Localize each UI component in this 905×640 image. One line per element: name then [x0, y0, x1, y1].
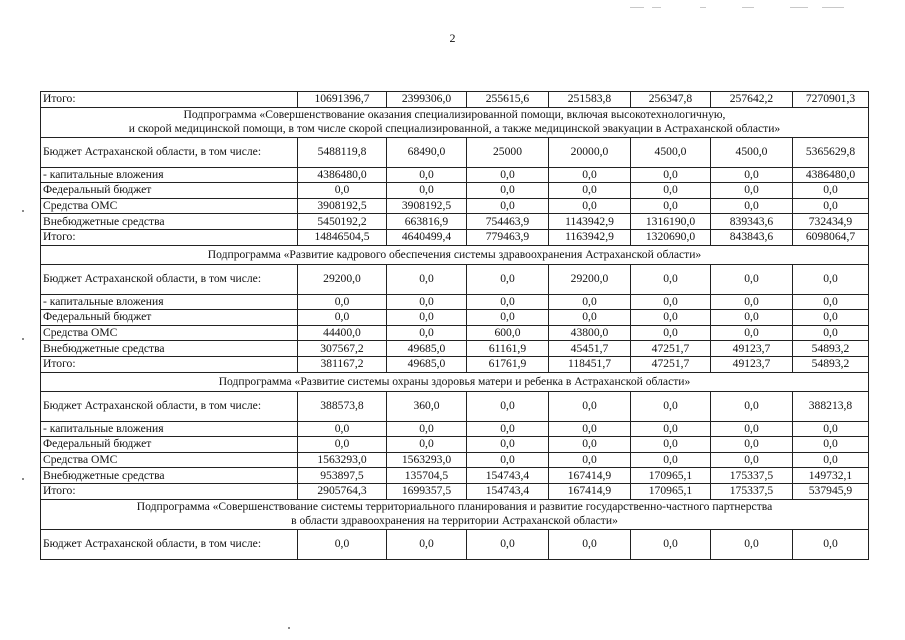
value-cell: 839343,6: [711, 214, 793, 230]
row-label: Средства ОМС: [41, 325, 298, 341]
table-row: [41, 391, 869, 421]
value-cell: 600,0: [467, 325, 549, 341]
value-cell: 0,0: [467, 183, 549, 199]
value-cell: 0,0: [631, 421, 711, 437]
value-cell: 0,0: [298, 529, 387, 559]
value-cell: 0,0: [711, 310, 793, 326]
value-cell: 0,0: [549, 294, 631, 310]
value-cell: 0,0: [711, 264, 793, 294]
row-label: Федеральный бюджет: [41, 437, 298, 453]
subprogram-title: Подпрограмма «Развитие системы охраны здоровья матери и ребенка в Астраханской области»: [41, 372, 869, 391]
value-cell: 54893,2: [793, 356, 869, 372]
value-cell: 49685,0: [387, 341, 467, 357]
value-cell: 1563293,0: [298, 452, 387, 468]
subprogram-header-row: [41, 372, 869, 391]
value-cell: 0,0: [549, 421, 631, 437]
value-cell: 49123,7: [711, 356, 793, 372]
scan-artifact: [790, 7, 808, 8]
value-cell: 0,0: [631, 167, 711, 183]
subprogram-title: Подпрограмма «Совершенствование системы территориального планирования и развитие государственно-частного партнерства в области здравоохранения на территории Астраханской области»: [41, 499, 869, 529]
value-cell: 0,0: [793, 529, 869, 559]
row-label: Бюджет Астраханской области, в том числе:: [41, 529, 298, 559]
value-cell: 61761,9: [467, 356, 549, 372]
value-cell: 154743,4: [467, 468, 549, 484]
value-cell: 732434,9: [793, 214, 869, 230]
value-cell: 61161,9: [467, 341, 549, 357]
value-cell: 0,0: [467, 391, 549, 421]
row-label: Внебюджетные средства: [41, 214, 298, 230]
scan-artifact: [742, 7, 754, 8]
value-cell: 0,0: [549, 437, 631, 453]
value-cell: 0,0: [711, 294, 793, 310]
value-cell: 10691396,7: [298, 92, 387, 108]
row-label: Средства ОМС: [41, 198, 298, 214]
value-cell: 14846504,5: [298, 229, 387, 245]
table-row: [41, 167, 869, 183]
value-cell: 29200,0: [298, 264, 387, 294]
value-cell: 4386480,0: [298, 167, 387, 183]
table-row: [41, 264, 869, 294]
value-cell: 154743,4: [467, 483, 549, 499]
table-row: [41, 529, 869, 559]
row-label: Итого:: [41, 483, 298, 499]
row-label: Федеральный бюджет: [41, 310, 298, 326]
subprogram-header-row: [41, 107, 869, 137]
value-cell: 1316190,0: [631, 214, 711, 230]
value-cell: 0,0: [549, 529, 631, 559]
table-row: [41, 137, 869, 167]
value-cell: 0,0: [298, 294, 387, 310]
row-label: - капитальные вложения: [41, 167, 298, 183]
value-cell: 0,0: [467, 264, 549, 294]
value-cell: 20000,0: [549, 137, 631, 167]
value-cell: 0,0: [631, 264, 711, 294]
value-cell: 47251,7: [631, 356, 711, 372]
value-cell: 0,0: [387, 529, 467, 559]
value-cell: 135704,5: [387, 468, 467, 484]
value-cell: 0,0: [387, 264, 467, 294]
value-cell: 1163942,9: [549, 229, 631, 245]
value-cell: 0,0: [631, 437, 711, 453]
value-cell: 0,0: [711, 198, 793, 214]
value-cell: 0,0: [467, 167, 549, 183]
value-cell: 0,0: [631, 310, 711, 326]
value-cell: 6098064,7: [793, 229, 869, 245]
scan-dot: [288, 627, 290, 629]
table-row: [41, 198, 869, 214]
value-cell: 0,0: [793, 452, 869, 468]
value-cell: 0,0: [467, 310, 549, 326]
scan-artifact: [822, 7, 844, 8]
value-cell: 0,0: [793, 294, 869, 310]
value-cell: 0,0: [549, 198, 631, 214]
table-row: [41, 183, 869, 199]
row-label: Внебюджетные средства: [41, 468, 298, 484]
value-cell: 54893,2: [793, 341, 869, 357]
budget-table: [40, 91, 869, 560]
value-cell: 0,0: [467, 452, 549, 468]
value-cell: 45451,7: [549, 341, 631, 357]
table-row: [41, 437, 869, 453]
value-cell: 49685,0: [387, 356, 467, 372]
value-cell: 44400,0: [298, 325, 387, 341]
value-cell: 170965,1: [631, 483, 711, 499]
value-cell: 754463,9: [467, 214, 549, 230]
value-cell: 0,0: [793, 325, 869, 341]
value-cell: 0,0: [298, 183, 387, 199]
value-cell: 5488119,8: [298, 137, 387, 167]
row-label: Федеральный бюджет: [41, 183, 298, 199]
scan-artifact: [652, 7, 661, 8]
value-cell: 0,0: [298, 437, 387, 453]
table-row: [41, 325, 869, 341]
row-label: Бюджет Астраханской области, в том числе:: [41, 264, 298, 294]
value-cell: 1143942,9: [549, 214, 631, 230]
value-cell: 0,0: [711, 529, 793, 559]
value-cell: 2905764,3: [298, 483, 387, 499]
value-cell: 0,0: [711, 421, 793, 437]
value-cell: 0,0: [793, 437, 869, 453]
value-cell: 25000: [467, 137, 549, 167]
value-cell: 257642,2: [711, 92, 793, 108]
row-label: Средства ОМС: [41, 452, 298, 468]
value-cell: 0,0: [387, 167, 467, 183]
value-cell: 251583,8: [549, 92, 631, 108]
value-cell: 0,0: [467, 198, 549, 214]
table-row: [41, 468, 869, 484]
value-cell: 779463,9: [467, 229, 549, 245]
value-cell: 0,0: [631, 198, 711, 214]
value-cell: 0,0: [387, 421, 467, 437]
value-cell: 0,0: [387, 310, 467, 326]
row-label: Внебюджетные средства: [41, 341, 298, 357]
value-cell: 68490,0: [387, 137, 467, 167]
value-cell: 1563293,0: [387, 452, 467, 468]
row-label: - капитальные вложения: [41, 294, 298, 310]
value-cell: 0,0: [549, 310, 631, 326]
value-cell: 29200,0: [549, 264, 631, 294]
value-cell: 175337,5: [711, 468, 793, 484]
value-cell: 4386480,0: [793, 167, 869, 183]
value-cell: 4500,0: [711, 137, 793, 167]
value-cell: 360,0: [387, 391, 467, 421]
total-row: [41, 356, 869, 372]
value-cell: 0,0: [387, 183, 467, 199]
value-cell: 0,0: [793, 198, 869, 214]
total-row: [41, 483, 869, 499]
value-cell: 0,0: [711, 183, 793, 199]
subprogram-header-row: [41, 499, 869, 529]
value-cell: 149732,1: [793, 468, 869, 484]
value-cell: 0,0: [711, 437, 793, 453]
value-cell: 5450192,2: [298, 214, 387, 230]
value-cell: 843843,6: [711, 229, 793, 245]
value-cell: 1699357,5: [387, 483, 467, 499]
value-cell: 0,0: [793, 183, 869, 199]
value-cell: 0,0: [549, 167, 631, 183]
value-cell: 167414,9: [549, 468, 631, 484]
value-cell: 170965,1: [631, 468, 711, 484]
table-row: [41, 452, 869, 468]
value-cell: 47251,7: [631, 341, 711, 357]
value-cell: 49123,7: [711, 341, 793, 357]
value-cell: 0,0: [549, 391, 631, 421]
value-cell: 0,0: [631, 391, 711, 421]
scan-artifact: [630, 7, 644, 8]
value-cell: 0,0: [467, 294, 549, 310]
value-cell: 0,0: [387, 294, 467, 310]
total-row: [41, 229, 869, 245]
value-cell: 0,0: [711, 167, 793, 183]
value-cell: 388573,8: [298, 391, 387, 421]
row-label: Итого:: [41, 356, 298, 372]
value-cell: 0,0: [631, 294, 711, 310]
value-cell: 0,0: [549, 452, 631, 468]
value-cell: 3908192,5: [387, 198, 467, 214]
value-cell: 0,0: [631, 183, 711, 199]
total-row: [41, 92, 869, 108]
value-cell: 0,0: [298, 310, 387, 326]
row-label: - капитальные вложения: [41, 421, 298, 437]
scan-dot: [22, 210, 24, 212]
value-cell: 1320690,0: [631, 229, 711, 245]
subprogram-title: Подпрограмма «Развитие кадрового обеспечения системы здравоохранения Астраханской области»: [41, 245, 869, 264]
value-cell: 167414,9: [549, 483, 631, 499]
value-cell: 663816,9: [387, 214, 467, 230]
value-cell: 953897,5: [298, 468, 387, 484]
value-cell: 4500,0: [631, 137, 711, 167]
row-label: Итого:: [41, 92, 298, 108]
value-cell: 175337,5: [711, 483, 793, 499]
value-cell: 0,0: [631, 529, 711, 559]
value-cell: 388213,8: [793, 391, 869, 421]
subprogram-header-row: [41, 245, 869, 264]
value-cell: 0,0: [298, 421, 387, 437]
value-cell: 0,0: [711, 325, 793, 341]
value-cell: 7270901,3: [793, 92, 869, 108]
value-cell: 0,0: [387, 437, 467, 453]
row-label: Бюджет Астраханской области, в том числе:: [41, 137, 298, 167]
scan-dot: [22, 478, 24, 480]
value-cell: 0,0: [549, 183, 631, 199]
value-cell: 0,0: [793, 310, 869, 326]
value-cell: 0,0: [387, 325, 467, 341]
table-row: [41, 421, 869, 437]
table-row: [41, 310, 869, 326]
row-label: Итого:: [41, 229, 298, 245]
subprogram-title: Подпрограмма «Совершенствование оказания специализированной помощи, включая высокотехнологичную, и скорой медицинской помощи, в том числе скорой специализированной, а также медицинской эвакуации в Астраханской области»: [41, 107, 869, 137]
value-cell: 0,0: [467, 437, 549, 453]
value-cell: 118451,7: [549, 356, 631, 372]
value-cell: 307567,2: [298, 341, 387, 357]
value-cell: 2399306,0: [387, 92, 467, 108]
table-row: [41, 214, 869, 230]
value-cell: 0,0: [467, 421, 549, 437]
row-label: Бюджет Астраханской области, в том числе:: [41, 391, 298, 421]
value-cell: 0,0: [711, 452, 793, 468]
value-cell: 381167,2: [298, 356, 387, 372]
value-cell: 0,0: [631, 325, 711, 341]
table-row: [41, 294, 869, 310]
value-cell: 5365629,8: [793, 137, 869, 167]
table-row: [41, 341, 869, 357]
value-cell: 256347,8: [631, 92, 711, 108]
page-number: 2: [449, 31, 456, 45]
scan-dot: [22, 338, 24, 340]
value-cell: 0,0: [793, 264, 869, 294]
value-cell: 3908192,5: [298, 198, 387, 214]
value-cell: 0,0: [711, 391, 793, 421]
value-cell: 4640499,4: [387, 229, 467, 245]
value-cell: 43800,0: [549, 325, 631, 341]
value-cell: 0,0: [467, 529, 549, 559]
value-cell: 537945,9: [793, 483, 869, 499]
scan-artifact: [700, 7, 706, 8]
value-cell: 255615,6: [467, 92, 549, 108]
value-cell: 0,0: [793, 421, 869, 437]
value-cell: 0,0: [631, 452, 711, 468]
